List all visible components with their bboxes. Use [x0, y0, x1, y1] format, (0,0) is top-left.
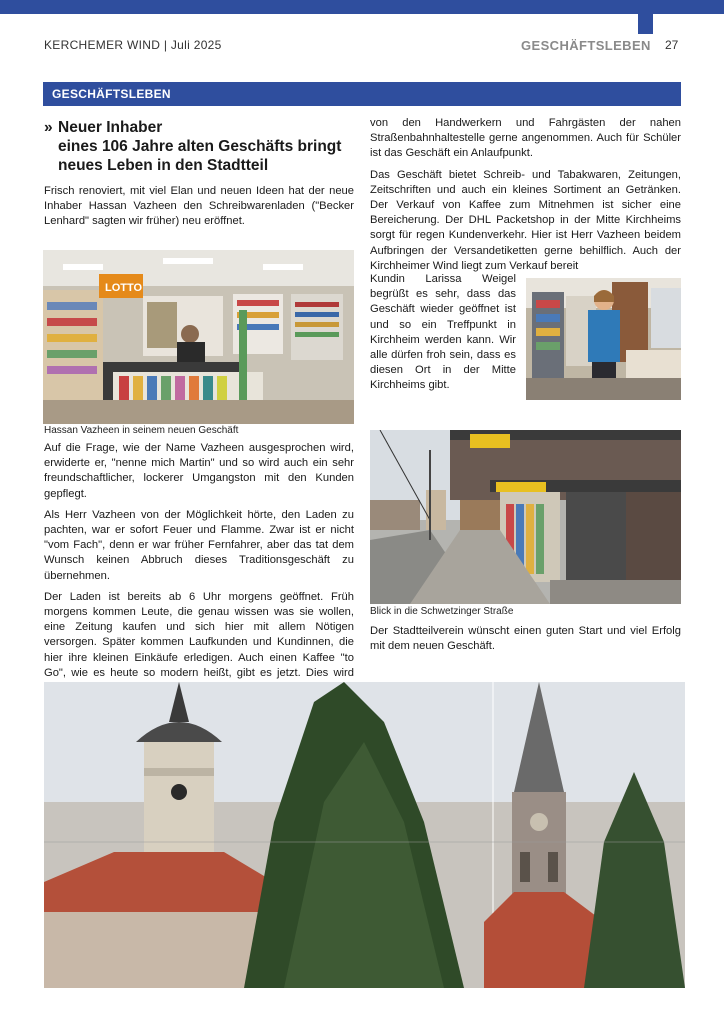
headline-line-1: Neuer Inhaber [58, 119, 163, 136]
closing-column [370, 624, 681, 660]
caption-shop-interior: Hassan Vazheen in seinem neuen Geschäft [44, 425, 239, 436]
lotto-sign-text: LOTTO [105, 282, 143, 294]
headline-line-3: neues Leben in den Stadtteil [58, 157, 269, 174]
customer-photo [526, 278, 681, 400]
customer-column [370, 272, 516, 400]
intro-paragraph: Frisch renoviert, mit viel Elan und neuen Ideen hat der neue Inhaber Hassan Vazheen den Schreibwarenladen ("Becker Lenhard" sagten wir früher) neu eröffnet. [44, 185, 354, 228]
paragraph-assortment: Das Geschäft bietet Schreib- und Tabakwaren, Zeitungen, Zeitschriften und auch ein kleines Sortiment an Getränken. Der Verkauf von Kaffee zum Mitnehmen ist sicher eine Bereicherung. Der DHL Packetshop in der Mitte Kirchheims sorgt für regen Kundenverkehr. Hier ist Herr Vazheen beidem Aufbringen der Versandetiketten gerne behilflich. Auch der Kirchheimer Wind liegt zum Verkauf bereit [370, 168, 681, 272]
paragraph-continued: von den Handwerkern und Fahrgästen der nahen Straßenbahnhaltestelle gerne angenommen. Auch für Schüler ist das Geschäft ein Anlaufpunkt. [370, 117, 681, 160]
section-header: GESCHÄFTSLEBEN [521, 38, 651, 53]
section-bar [43, 82, 681, 106]
headline-marker: » [44, 119, 53, 136]
paragraph-closing: Der Stadtteilverein wünscht einen guten Start und viel Erfolg mit dem neuen Geschäft. [370, 625, 681, 653]
top-color-bar [0, 0, 724, 14]
article-intro [44, 184, 354, 236]
paragraph-hours: Der Laden ist bereits ab 6 Uhr morgens geöffnet. Früh morgens kommen Leute, die genau wissen was sie wollen, eine Zeitung kaufen und sich hier mit allem Nötigen versorgen. Später kommen Laufkunden und Kundinnen, die hier ihre kleinen Einkäufe erledigen. Auch einen Kaffee "to Go", wie es heute so modern heißt, gibt es jetzt. Dies wird [44, 590, 354, 679]
right-column-body [370, 116, 681, 280]
headline-line-2: eines 106 Jahre alten Geschäfts bringt [58, 138, 342, 155]
church-towers-photo [44, 682, 685, 988]
paragraph-takeover: Als Herr Vazheen von der Möglichkeit hörte, den Laden zu pachten, war er sofort Feuer und Flamme. Zwar ist er nicht "vom Fach", denn er war früher Fernfahrer, aber das tat dem Wunsch keinen Abbruch dieses Traditionsgeschäft zu übernehmen. [44, 508, 354, 582]
page-number: 27 [665, 38, 679, 52]
article-headline [44, 118, 354, 175]
street-photo [370, 430, 681, 604]
paragraph-customer: Kundin Larissa Weigel begrüßt es sehr, dass das Geschäft wieder geöffnet ist und so ein Treffpunkt in Kirchheim werden kann. Wir alle dürfen froh sein, dass es diesen Ort in der Mitte Kirchheims gibt. [370, 273, 516, 392]
page-tab-marker [638, 0, 653, 34]
paragraph-name: Auf die Frage, wie der Name Vazheen ausgesprochen wird, erwiderte er, "nenne mich Martin" und so wird auch ein sehr freundschaftlicher, lockerer Umgangston mit den Kunden gepflegt. [44, 442, 354, 500]
shop-interior-photo [43, 250, 354, 424]
caption-street: Blick in die Schwetzinger Straße [370, 606, 514, 617]
left-column-body [44, 441, 354, 702]
publication-header: KERCHEMER WIND | Juli 2025 [44, 38, 222, 52]
section-bar-label: GESCHÄFTSLEBEN [52, 87, 171, 101]
